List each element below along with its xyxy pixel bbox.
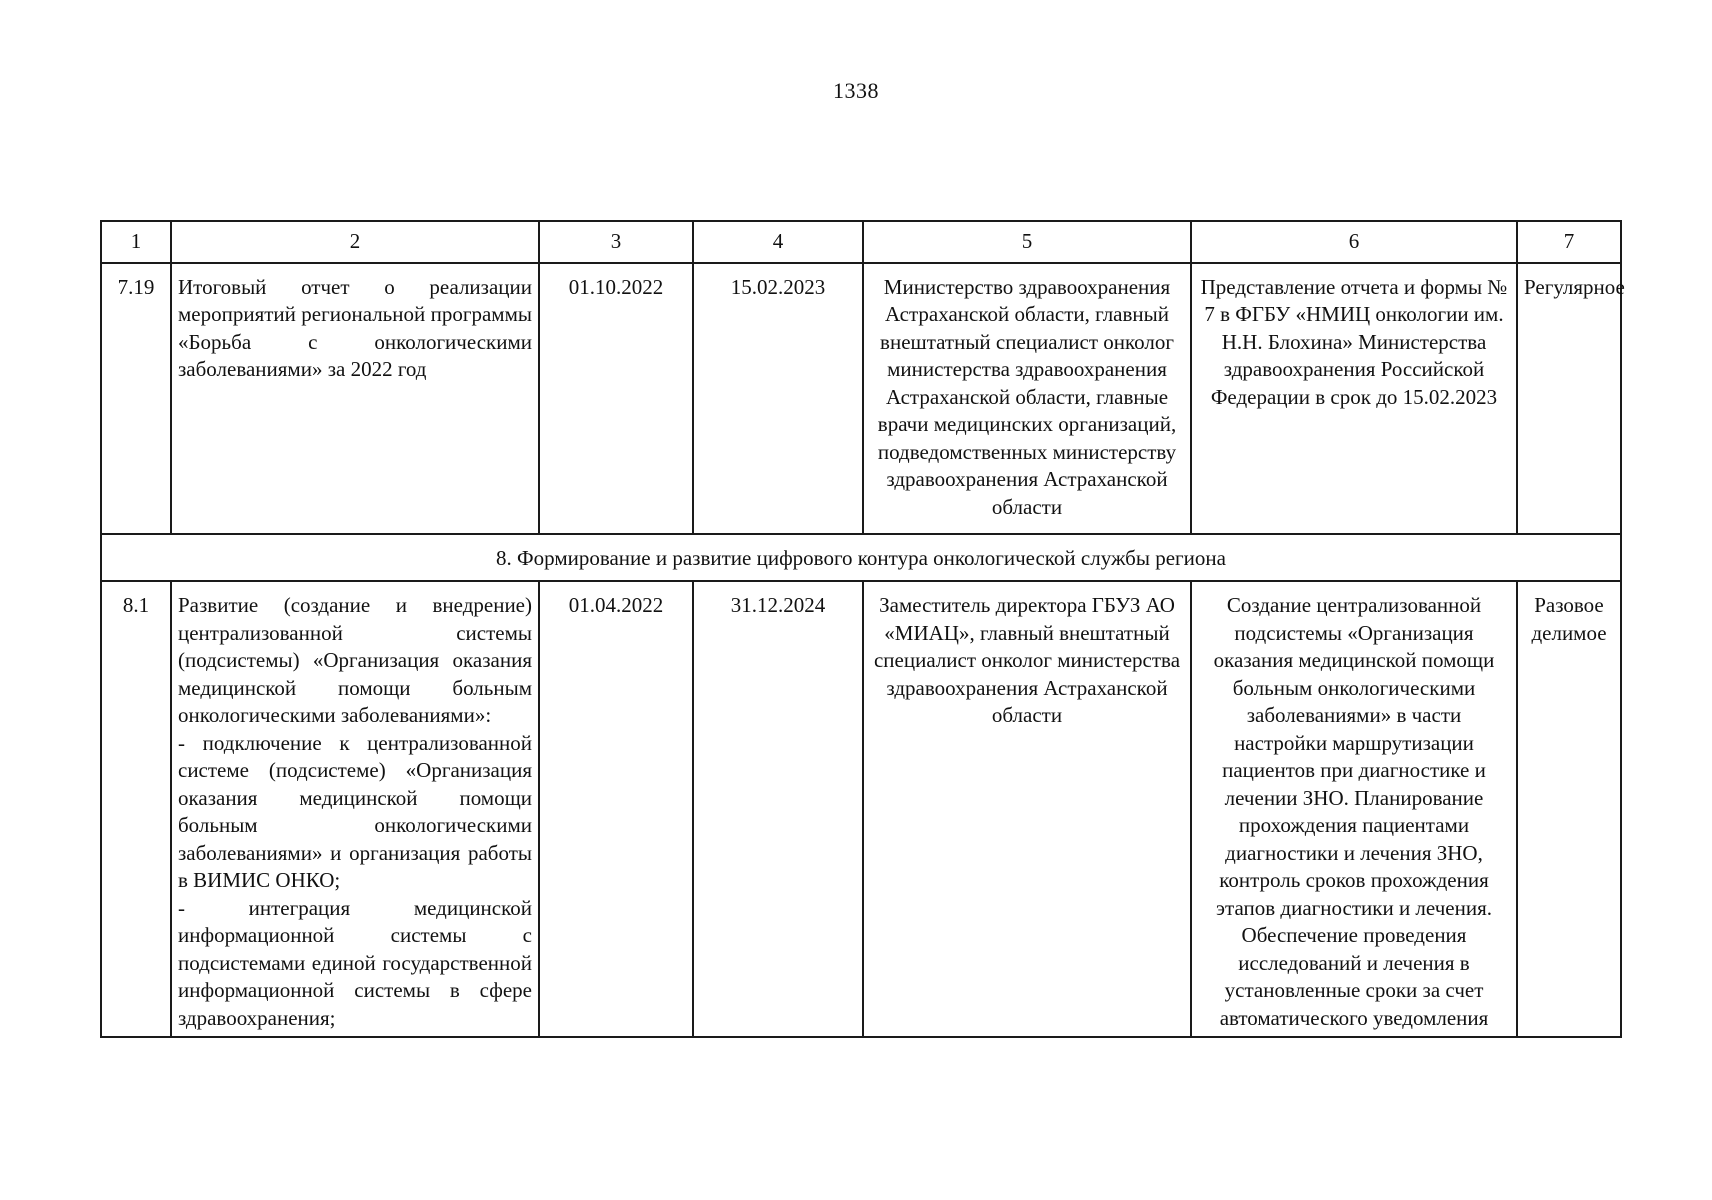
column-number-4: 4 [693, 221, 863, 263]
control-type: Регулярное [1517, 263, 1621, 534]
description-list-item: - подключение к централизованной системе (подсистеме) «Организация оказания медицинской помощи больным онкологическими заболеваниями» и организация работы в ВИМИС ОНКО; [178, 730, 532, 892]
control-type: Разовое делимое [1517, 581, 1621, 1037]
column-number-1: 1 [101, 221, 171, 263]
start-date: 01.04.2022 [539, 581, 693, 1037]
expected-result: Представление отчета и формы № 7 в ФГБУ «НМИЦ онкологии им. Н.Н. Блохина» Министерства здравоохранения Российской Федерации в срок до 15.02.2023 [1191, 263, 1517, 534]
column-number-6: 6 [1191, 221, 1517, 263]
item-number: 7.19 [101, 263, 171, 534]
item-number: 8.1 [101, 581, 171, 1037]
item-description: Итоговый отчет о реализации мероприятий региональной программы «Борьба с онкологическими заболеваниями» за 2022 год [171, 263, 539, 534]
table-row [101, 581, 1621, 1037]
description-list-item: - интеграция медицинской информационной системы с подсистемами единой государственной информационной системы в сфере здравоохранения; [178, 895, 532, 1030]
section-row [101, 534, 1621, 582]
start-date: 01.10.2022 [539, 263, 693, 534]
executor: Заместитель директора ГБУЗ АО «МИАЦ», главный внештатный специалист онколог министерства здравоохранения Астраханской области [863, 581, 1191, 1037]
expected-result: Создание централизованной подсистемы «Организация оказания медицинской помощи больным онкологическими заболеваниями» в части настройки маршрутизации пациентов при диагностике и лечении ЗНО. Планирование прохождения пациентами диагностики и лечения ЗНО, контроль сроков прохождения этапов диагностики и лечения. Обеспечение проведения исследований и лечения в установленные сроки за счет автоматического уведомления [1191, 581, 1517, 1037]
column-number-2: 2 [171, 221, 539, 263]
column-number-5: 5 [863, 221, 1191, 263]
description-main: Развитие (создание и внедрение) централизованной системы (подсистемы) «Организация оказания медицинской помощи больным онкологическими заболеваниями»: [178, 593, 532, 727]
section-heading: 8. Формирование и развитие цифрового контура онкологической службы региона [101, 534, 1621, 582]
end-date: 31.12.2024 [693, 581, 863, 1037]
plan-table [100, 220, 1625, 1038]
column-number-3: 3 [539, 221, 693, 263]
column-number-row [101, 221, 1621, 263]
item-description [171, 581, 539, 1037]
page-number: 1338 [833, 78, 879, 103]
column-number-7: 7 [1517, 221, 1621, 263]
executor: Министерство здравоохранения Астраханской области, главный внештатный специалист онколог министерства здравоохранения Астраханской области, главные врачи медицинских организаций, подведомственных министерству здравоохранения Астраханской области [863, 263, 1191, 534]
table-row [101, 263, 1621, 534]
end-date: 15.02.2023 [693, 263, 863, 534]
